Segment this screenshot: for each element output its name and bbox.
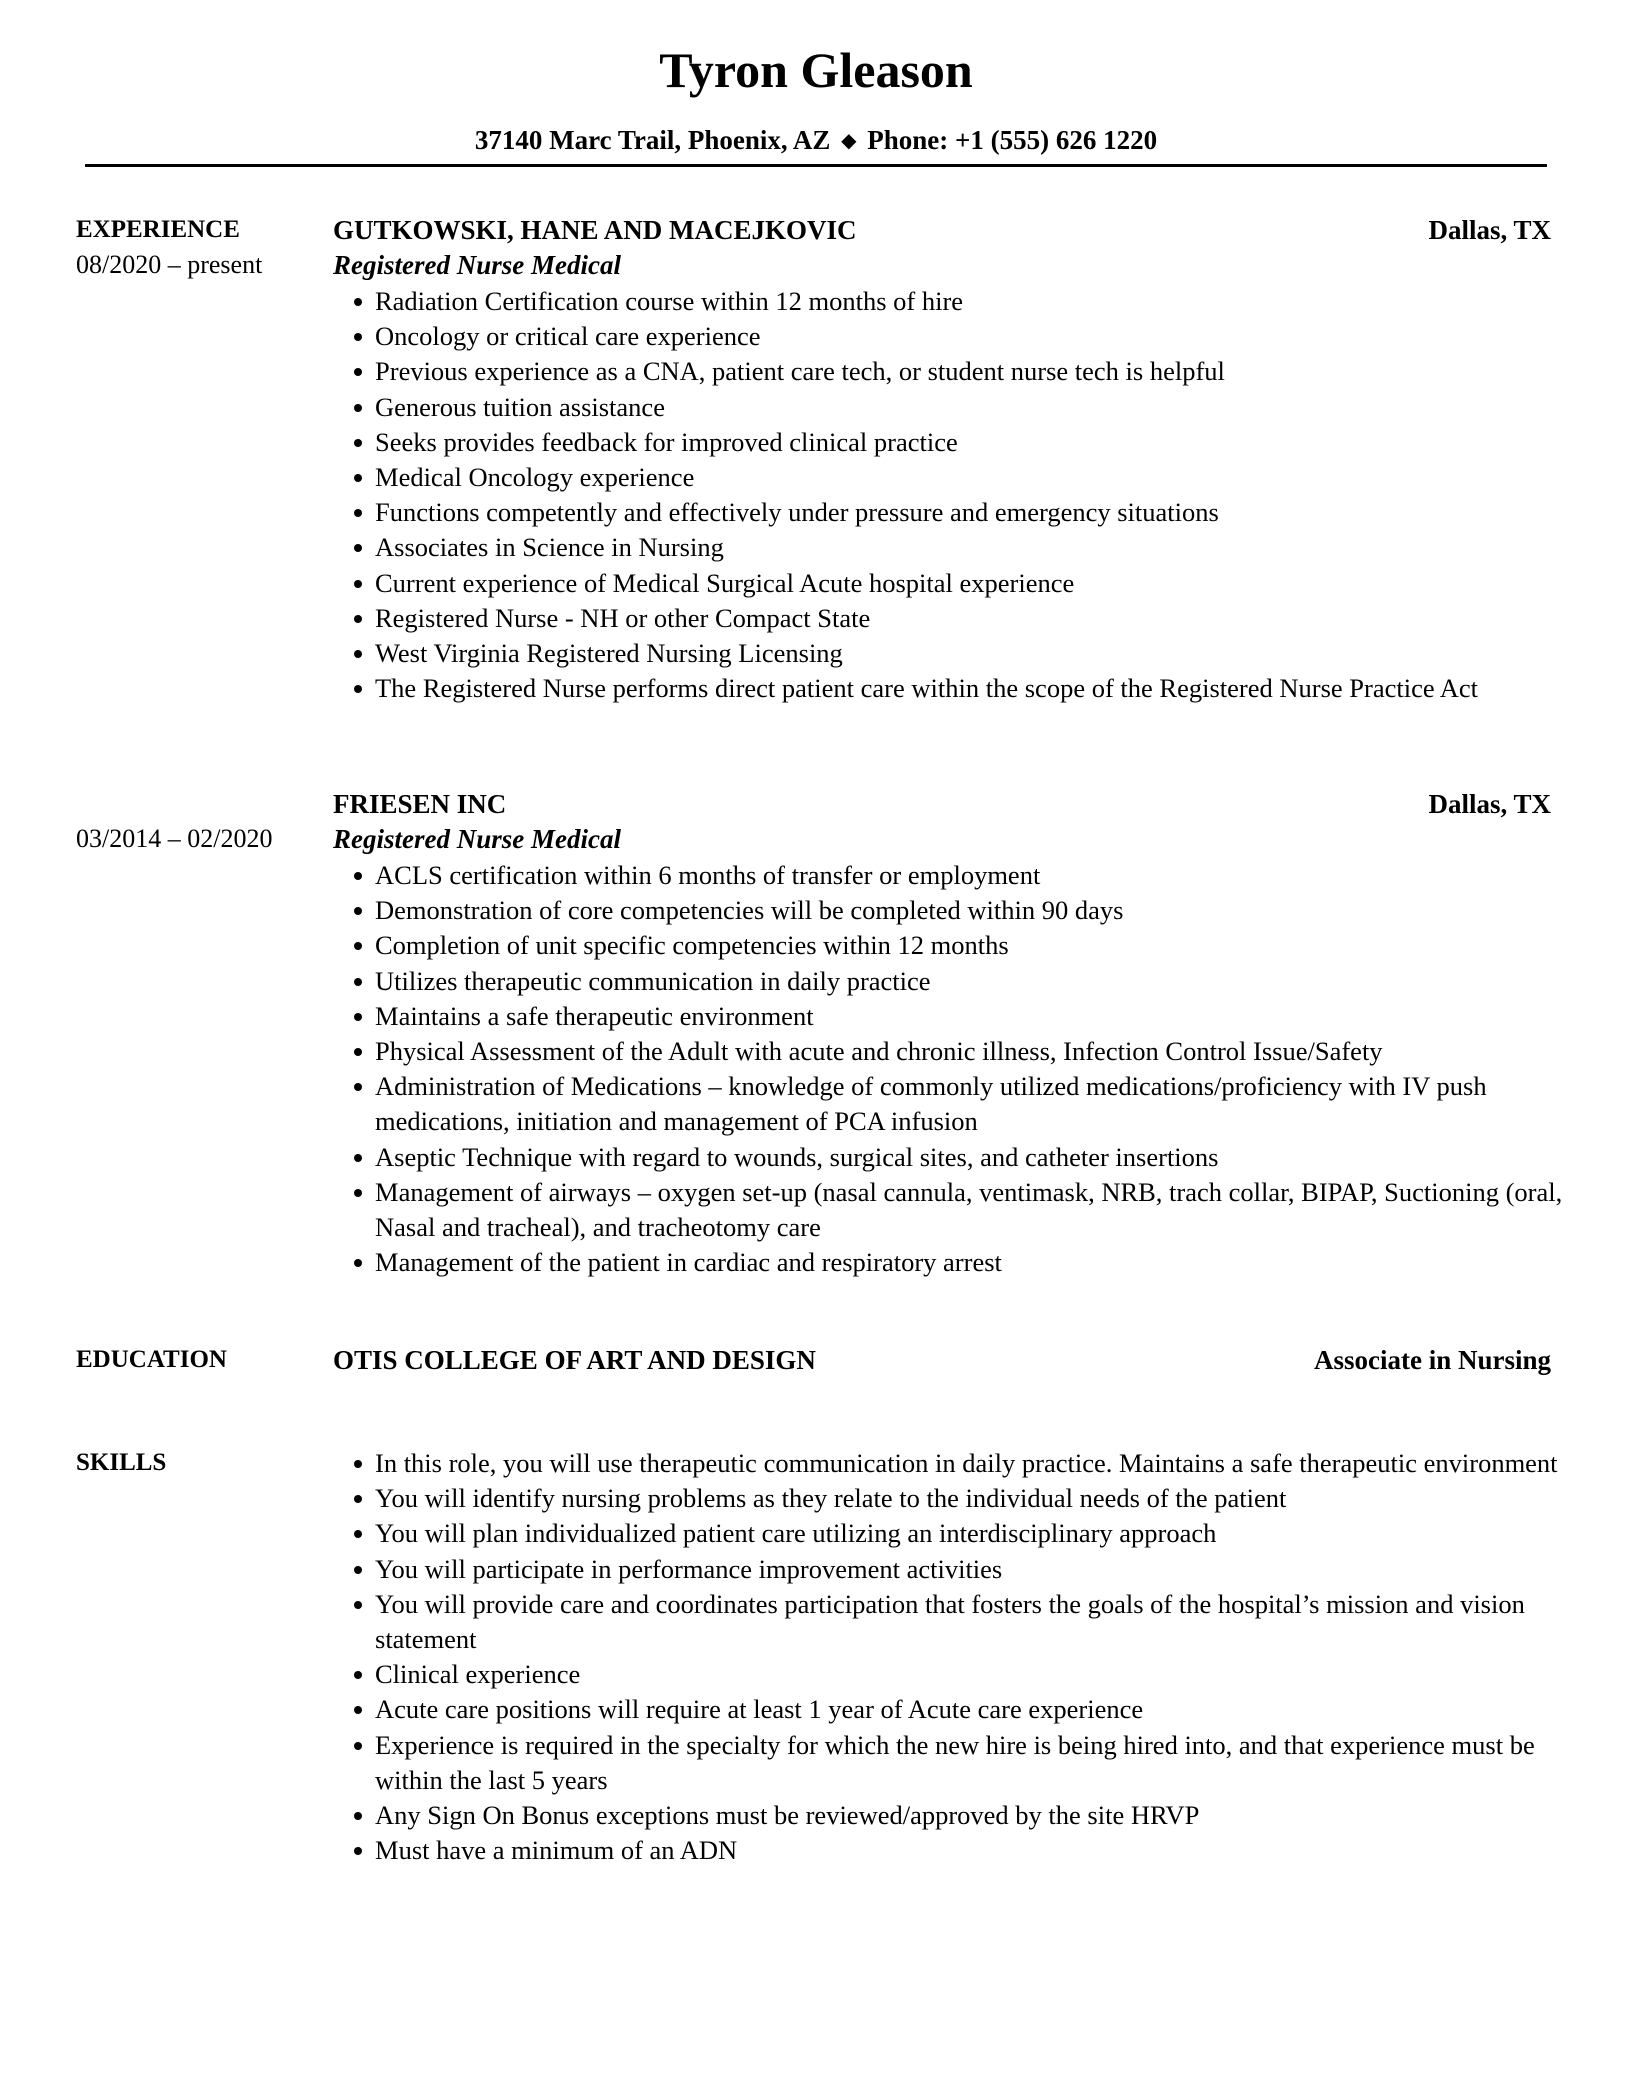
list-item: Management of the patient in cardiac and respiratory arrest <box>333 1245 1563 1280</box>
list-item: Maintains a safe therapeutic environment <box>333 999 1563 1034</box>
list-item: Seeks provides feedback for improved clinical practice <box>333 425 1563 460</box>
skills-bullets <box>333 1446 1563 1868</box>
list-item: Utilizes therapeutic communication in daily practice <box>333 964 1563 999</box>
list-item: You will participate in performance improvement activities <box>333 1552 1563 1587</box>
list-item: Clinical experience <box>333 1657 1563 1692</box>
list-item: Administration of Medications – knowledge of commonly utilized medications/proficiency with IV push medications, initiation and management of PCA infusion <box>333 1069 1563 1139</box>
section-label-experience: EXPERIENCE <box>76 216 240 243</box>
header-divider <box>85 164 1547 167</box>
candidate-name: Tyron Gleason <box>659 42 973 98</box>
job-date: 03/2014 – 02/2020 <box>76 824 273 853</box>
list-item: Registered Nurse - NH or other Compact State <box>333 601 1563 636</box>
list-item: Acute care positions will require at least 1 year of Acute care experience <box>333 1692 1563 1727</box>
list-item: West Virginia Registered Nursing Licensing <box>333 636 1563 671</box>
list-item: Management of airways – oxygen set-up (nasal cannula, ventimask, NRB, trach collar, BIPAP, Suctioning (oral, Nasal and tracheal), and tracheotomy care <box>333 1175 1563 1245</box>
list-item: Physical Assessment of the Adult with acute and chronic illness, Infection Control Issue/Safety <box>333 1034 1563 1069</box>
list-item: Medical Oncology experience <box>333 460 1563 495</box>
list-item: You will provide care and coordinates participation that fosters the goals of the hospital’s mission and vision statement <box>333 1587 1563 1657</box>
section-label-education: EDUCATION <box>76 1346 227 1373</box>
list-item: Any Sign On Bonus exceptions must be reviewed/approved by the site HRVP <box>333 1798 1563 1833</box>
list-item: Must have a minimum of an ADN <box>333 1833 1563 1868</box>
job-bullets <box>333 858 1563 1280</box>
list-item: Completion of unit specific competencies within 12 months <box>333 928 1563 963</box>
list-item: Generous tuition assistance <box>333 390 1563 425</box>
job-role: Registered Nurse Medical <box>333 250 621 280</box>
diamond-separator-icon: ◆ <box>841 130 857 152</box>
list-item: Previous experience as a CNA, patient care tech, or student nurse tech is helpful <box>333 354 1563 389</box>
list-item: In this role, you will use therapeutic communication in daily practice. Maintains a safe therapeutic environment <box>333 1446 1563 1481</box>
education-school: OTIS COLLEGE OF ART AND DESIGN <box>333 1345 816 1375</box>
list-item: Experience is required in the specialty for which the new hire is being hired into, and that experience must be within the last 5 years <box>333 1728 1563 1798</box>
list-item: Current experience of Medical Surgical Acute hospital experience <box>333 566 1563 601</box>
list-item: Oncology or critical care experience <box>333 319 1563 354</box>
contact-line <box>0 122 1632 161</box>
list-item: Associates in Science in Nursing <box>333 530 1563 565</box>
job-role: Registered Nurse Medical <box>333 824 621 854</box>
education-degree: Associate in Nursing <box>1313 1345 1551 1375</box>
section-label-skills: SKILLS <box>76 1449 167 1476</box>
address: 37140 Marc Trail, Phoenix, AZ <box>474 125 831 155</box>
job-bullets <box>333 284 1563 706</box>
list-item: ACLS certification within 6 months of transfer or employment <box>333 858 1563 893</box>
list-item: You will identify nursing problems as they relate to the individual needs of the patient <box>333 1481 1563 1516</box>
list-item: The Registered Nurse performs direct patient care within the scope of the Registered Nurse Practice Act <box>333 671 1563 706</box>
list-item: Functions competently and effectively under pressure and emergency situations <box>333 495 1563 530</box>
job-location: Dallas, TX <box>1428 215 1551 245</box>
job-date: 08/2020 – present <box>76 250 263 279</box>
list-item: Radiation Certification course within 12 months of hire <box>333 284 1563 319</box>
job-company: GUTKOWSKI, HANE AND MACEJKOVIC <box>333 215 857 245</box>
job-company: FRIESEN INC <box>333 789 507 819</box>
list-item: You will plan individualized patient care utilizing an interdisciplinary approach <box>333 1516 1563 1551</box>
job-location: Dallas, TX <box>1428 789 1551 819</box>
list-item: Aseptic Technique with regard to wounds, surgical sites, and catheter insertions <box>333 1140 1563 1175</box>
phone: Phone: +1 (555) 626 1220 <box>867 125 1158 155</box>
list-item: Demonstration of core competencies will be completed within 90 days <box>333 893 1563 928</box>
